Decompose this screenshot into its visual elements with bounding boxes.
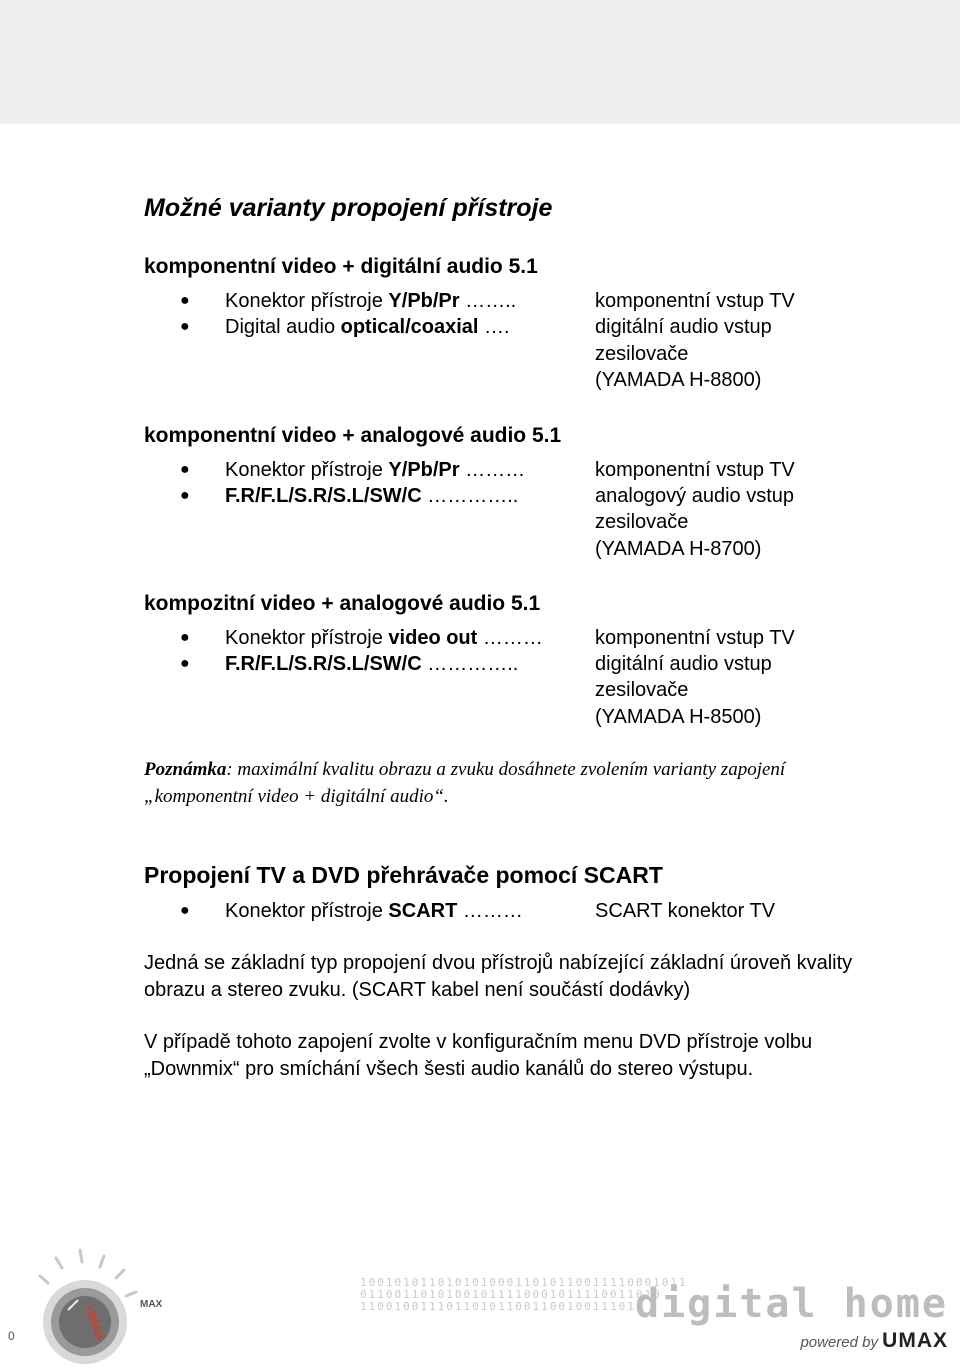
item-label-bold: Y/Pb/Pr	[388, 290, 460, 312]
item-dots: ………	[477, 627, 543, 649]
umax-wordmark: UMAX	[882, 1329, 948, 1352]
item-value-line: (YAMADA H-8500)	[595, 706, 762, 728]
page-title: Možné varianty propojení přístroje	[144, 194, 553, 222]
item-label-bold: F.R/F.L/S.R/S.L/SW/C	[225, 485, 422, 507]
item-value-line: (YAMADA H-8700)	[595, 538, 762, 560]
bullet-icon: ●	[180, 292, 190, 309]
item-label: Konektor přístroje	[225, 290, 389, 312]
bullet-icon: ●	[180, 461, 190, 478]
item-label-bold: Y/Pb/Pr	[388, 459, 460, 481]
digital-home-logo	[360, 1275, 960, 1357]
item-label-bold: SCART	[388, 900, 458, 922]
bullet-icon: ●	[180, 487, 190, 504]
note-label: Poznámka	[144, 759, 227, 780]
item-value-line: (YAMADA H-8800)	[595, 369, 762, 391]
item-label-bold: optical/coaxial	[340, 316, 479, 338]
item-value: analogový audio vstup	[595, 485, 795, 507]
section-heading-composite-analog: kompozitní video + analogové audio 5.1	[144, 592, 541, 615]
footer-branding	[0, 1225, 960, 1357]
item-label: Digital audio	[225, 316, 341, 338]
powered-by-umax	[800, 1329, 948, 1353]
powered-by-text: powered by	[800, 1334, 883, 1351]
item-label-bold: video out	[388, 627, 478, 649]
bullet-icon: ●	[180, 902, 190, 919]
item-dots: …………..	[421, 653, 519, 675]
digital-home-wordmark: digital home	[635, 1281, 948, 1327]
item-dots: ………	[457, 900, 523, 922]
note-text: : maximální kvalitu obrazu a zvuku dosáhnete zvolením varianty zapojení „komponentní video + digitální audio“.	[144, 759, 786, 807]
item-value-line: zesilovače	[595, 679, 689, 701]
item-label: Konektor přístroje	[225, 900, 389, 922]
note-paragraph	[144, 756, 864, 810]
scart-downmix-instruction: V případě tohoto zapojení zvolte v konfiguračním menu DVD přístroje volbu „Downmix“ pro smíchání všech šesti audio kanálů do stereo výstupu.	[144, 1031, 813, 1080]
dial-max-label: MAX	[140, 1299, 163, 1310]
item-label: Konektor přístroje	[225, 627, 389, 649]
section-heading-component-digital: komponentní video + digitální audio 5.1	[144, 255, 538, 278]
dial-min-label: 0	[8, 1329, 15, 1343]
item-value: digitální audio vstup	[595, 316, 772, 338]
bullet-icon: ●	[180, 629, 190, 646]
page-header-band	[0, 0, 960, 124]
item-dots: ………	[459, 459, 526, 481]
item-value: digitální audio vstup	[595, 653, 772, 675]
item-dots: ……..	[459, 290, 517, 312]
item-dots: …………..	[421, 485, 519, 507]
binary-row: 10010101101010100011010110011110001011	[360, 1276, 688, 1289]
binary-row: 110010011101101011001100100111011	[360, 1300, 645, 1313]
bullet-icon: ●	[180, 318, 190, 335]
item-value: komponentní vstup TV	[595, 290, 795, 312]
section-heading-scart: Propojení TV a DVD přehrávače pomocí SCART	[144, 862, 663, 888]
item-label: Konektor přístroje	[225, 459, 389, 481]
item-dots: ….	[478, 316, 510, 338]
item-value-line: zesilovače	[595, 511, 689, 533]
scart-description: Jedná se základní typ propojení dvou přístrojů nabízející základní úroveň kvality obrazu a stereo zvuku. (SCART kabel není součástí dodávky)	[144, 952, 853, 1001]
item-label-bold: F.R/F.L/S.R/S.L/SW/C	[225, 653, 422, 675]
item-value-line: zesilovače	[595, 343, 689, 365]
volume-dial-logo	[20, 1240, 150, 1370]
binary-row: 01100110101001011110001011110011010	[360, 1288, 662, 1301]
section-heading-component-analog: komponentní video + analogové audio 5.1	[144, 424, 562, 447]
bullet-icon: ●	[180, 655, 190, 672]
item-value: komponentní vstup TV	[595, 627, 795, 649]
item-value: SCART konektor TV	[595, 900, 776, 922]
item-value: komponentní vstup TV	[595, 459, 795, 481]
svg-text:UMAX: UMAX	[82, 1304, 108, 1343]
